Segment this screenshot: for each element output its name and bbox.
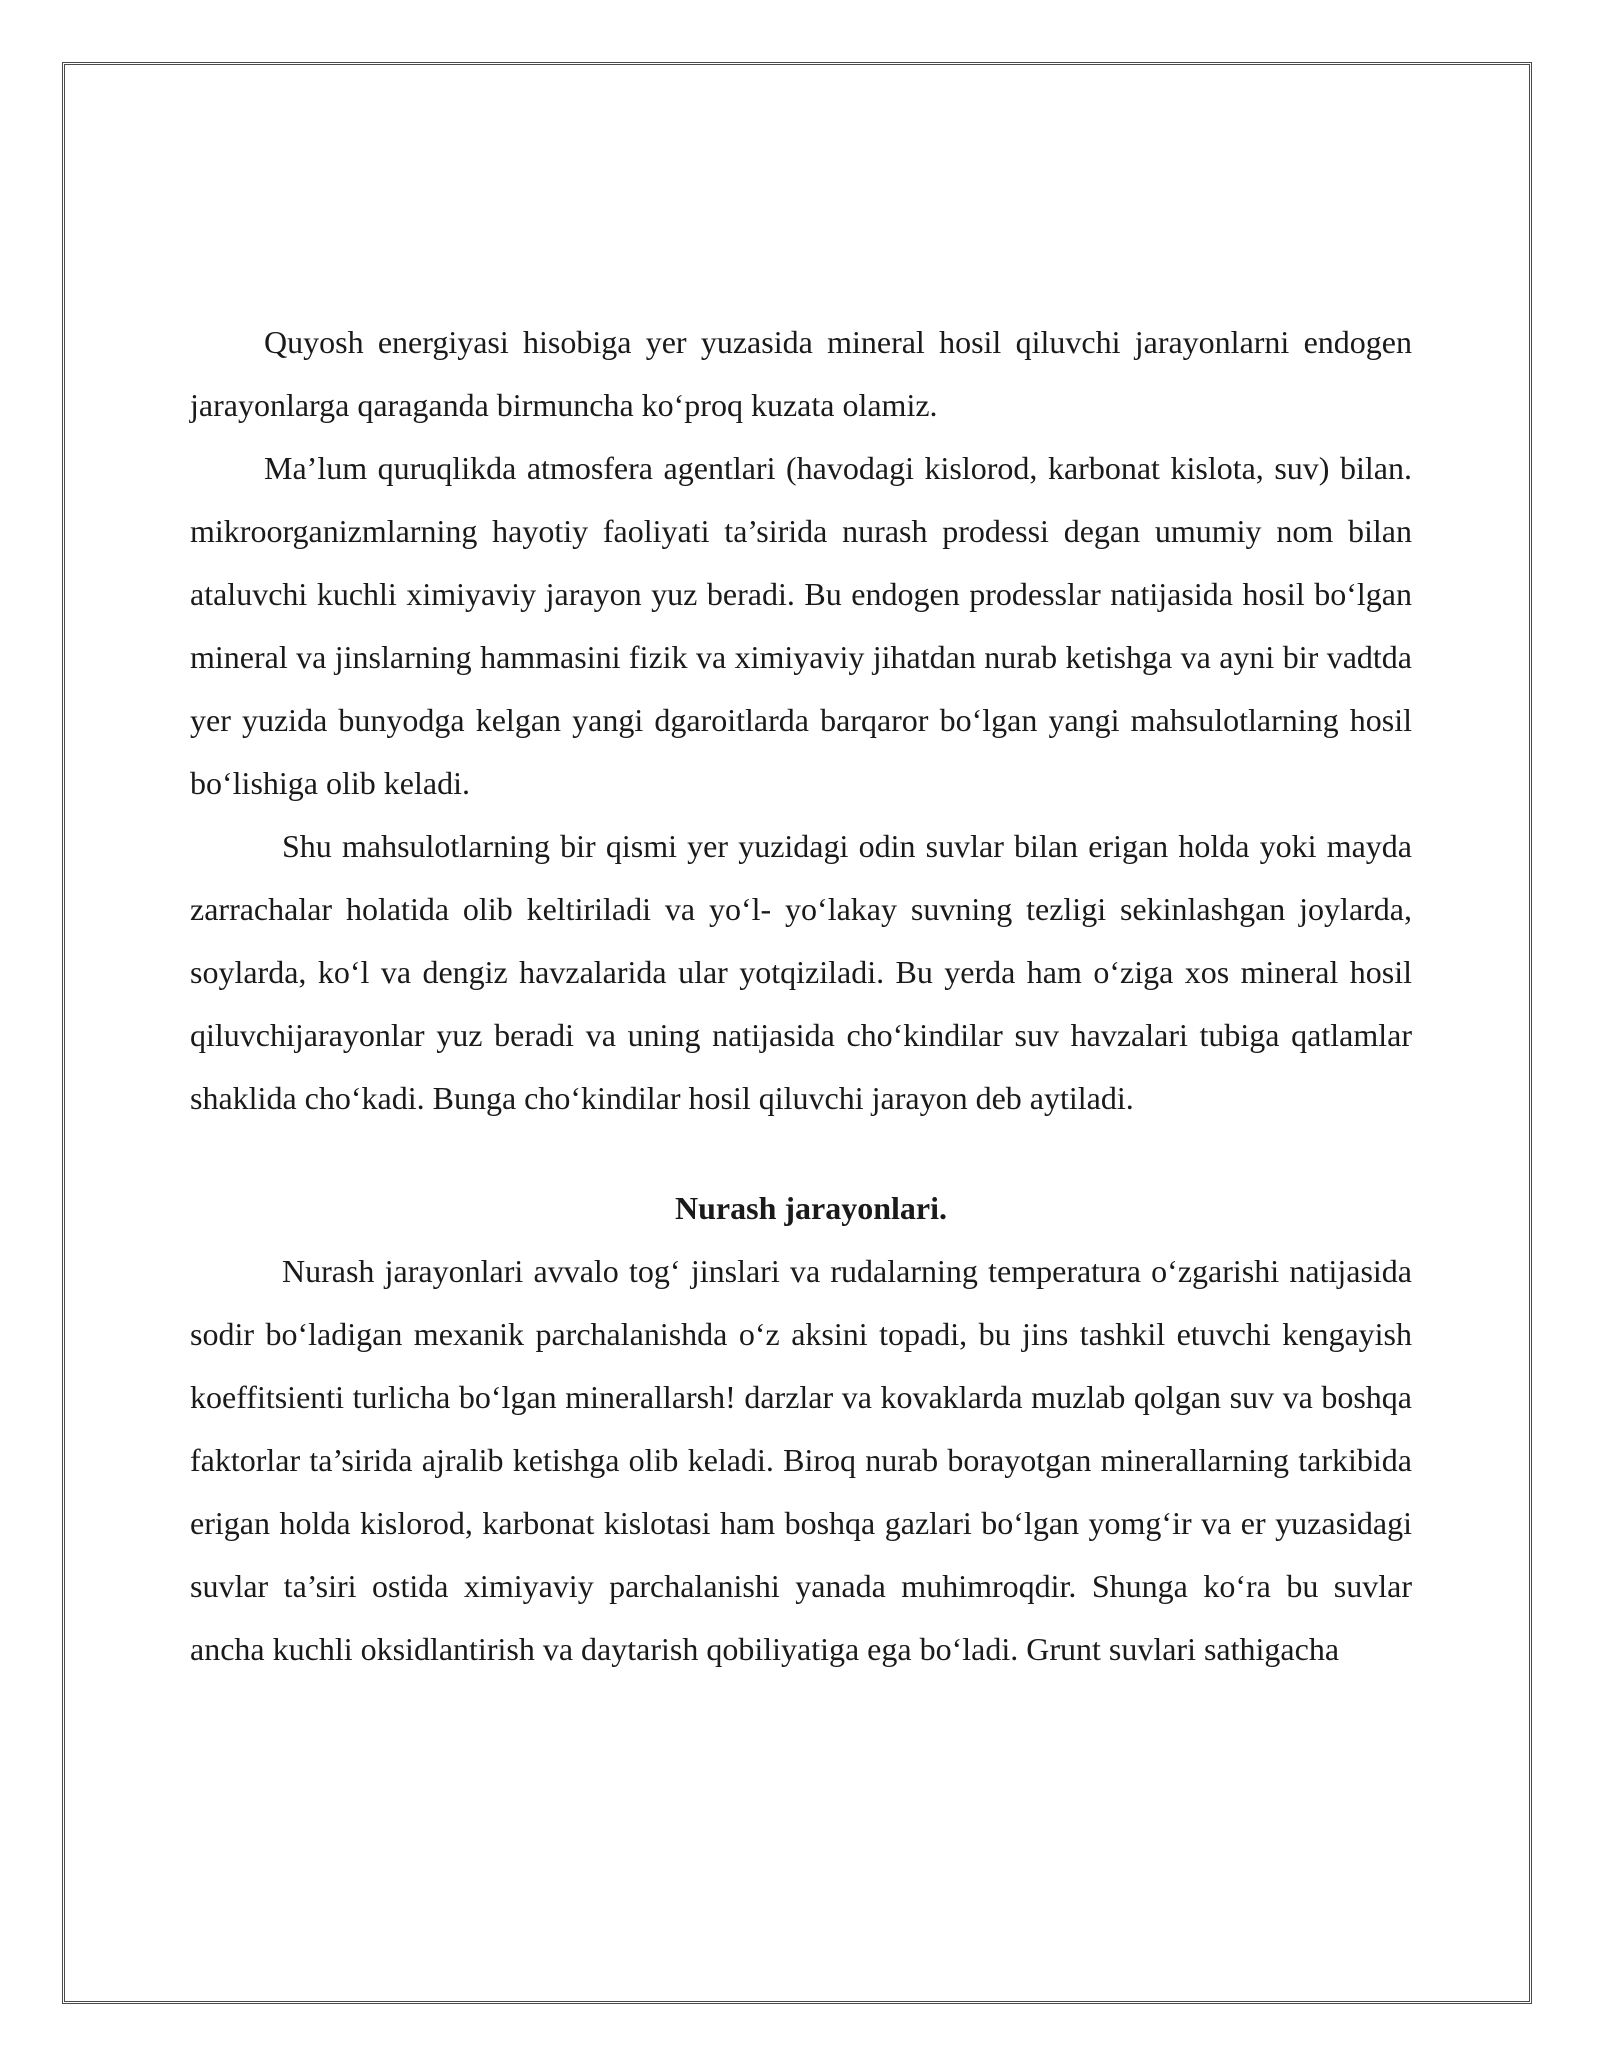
paragraph-1: Quyosh energiyasi hisobiga yer yuzasida mineral hosil qiluvchi jarayonlarni endogen jarayonlarga qaraganda birmuncha ko‘proq kuzata olamiz. xyxy=(190,324,1412,423)
paragraph-4: Nurash jarayonlari avvalo tog‘ jinslari va rudalarning temperatura o‘zgarishi natijasida sodir bo‘ladigan mexanik parchalanishda o‘z aksini topadi, bu jins tashkil etuvchi kengayish koeffitsienti turlicha bo‘lgan minerallarsh! darzlar va kovaklarda muzlab qolgan suv va boshqa faktorlar ta’sirida ajralib ketishga olib keladi. Biroq nurab borayotgan minerallarning tarkibida erigan holda kislorod, karbonat kislotasi ham boshqa gazlari bo‘lgan yomg‘ir va er yuzasidagi suvlar ta’siri ostida ximiyaviy parchalanishi yanada muhimroqdir. Shunga ko‘ra bu suvlar ancha kuchli oksidlantirish va daytarish qobiliyatiga ega bo‘ladi. Grunt suvlari sathigacha xyxy=(190,1253,1412,1667)
spacer xyxy=(190,1130,1412,1177)
paragraph-3: Shu mahsulotlarning bir qismi yer yuzidagi odin suvlar bilan erigan holda yoki mayda zarrachalar holatida olib keltiriladi va yo‘l- yo‘lakay suvning tezligi sekinlashgan joylarda, soylarda, ko‘l va dengiz havzalarida ular yotqiziladi. Bu yerda ham o‘ziga xos mineral hosil qiluvchijarayonlar yuz beradi va uning natijasida cho‘kindilar suv havzalari tubiga qatlamlar shaklida cho‘kadi. Bunga cho‘kindilar hosil qiluvchi jarayon deb aytiladi. xyxy=(190,828,1412,1116)
section-heading: Nurash jarayonlari. xyxy=(675,1190,947,1226)
paragraph-2: Ma’lum quruqlikda atmosfera agentlari (havodagi kislorod, karbonat kislota, suv) bilan. mikroorganizmlarning hayotiy faoliyati ta’sirida nurash prodessi degan umumiy nom bilan ataluvchi kuchli ximiyaviy jarayon yuz beradi. Bu endogen prodesslar natijasida hosil bo‘lgan mineral va jinslarning hammasini fizik va ximiyaviy jihatdan nurab ketishga va ayni bir vadtda yer yuzida bunyodga kelgan yangi dgaroitlarda barqaror bo‘lgan yangi mahsulotlarning hosil bo‘lishiga olib keladi. xyxy=(190,450,1412,801)
document-body xyxy=(190,311,1412,1681)
